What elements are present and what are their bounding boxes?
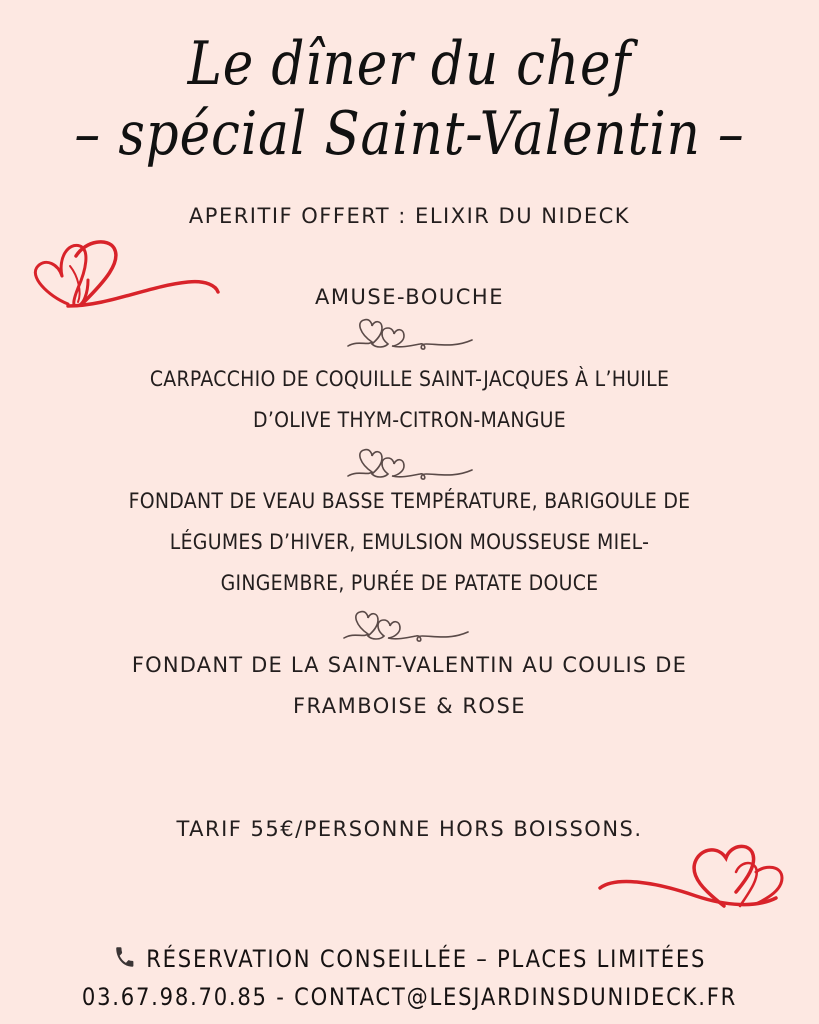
contact-line [49,978,770,1016]
amuse-bouche-text: AMUSE-BOUCHE [315,285,504,309]
title-line-2: – spécial Saint-Valentin – [74,99,745,169]
main-line-1: FONDANT DE VEAU BASSE TEMPÉRATURE, BARIGOULE DE [128,489,691,513]
aperitif-text: APERITIF OFFERT : ELIXIR DU NIDECK [188,204,631,228]
reservation-line [49,940,770,978]
phone-icon [113,944,138,970]
reservation-text: RÉSERVATION CONSEILLÉE – PLACES LIMITÉES [146,945,707,973]
price-text: TARIF 55€/PERSONNE HORS BOISSONS. [176,817,643,841]
dessert-line-2: FRAMBOISE & ROSE [292,694,527,718]
contact-separator: - [267,983,295,1011]
dessert-line-1: FONDANT DE LA SAINT-VALENTIN AU COULIS DE [131,653,688,677]
title-line-1: Le dîner du chef [187,29,632,99]
starter-line-2: D’OLIVE THYM-CITRON-MANGUE [253,408,566,432]
heart-divider-icon [344,446,476,482]
starter-line-1: CARPACCHIO DE COQUILLE SAINT-JACQUES À L’HUILE [149,367,670,391]
heart-divider-icon [340,608,472,644]
main-line-2: LÉGUMES D’HIVER, EMULSION MOUSSEUSE MIEL- [169,530,650,554]
main-line-3: GINGEMBRE, PURÉE DE PATATE DOUCE [220,571,599,595]
heart-divider-icon [344,316,476,352]
heart-ribbon-right-icon [596,836,791,914]
email-link[interactable]: CONTACT@LESJARDINSDUNIDECK.FR [294,983,738,1011]
phone-number-link[interactable]: 03.67.98.70.85 [81,983,268,1011]
